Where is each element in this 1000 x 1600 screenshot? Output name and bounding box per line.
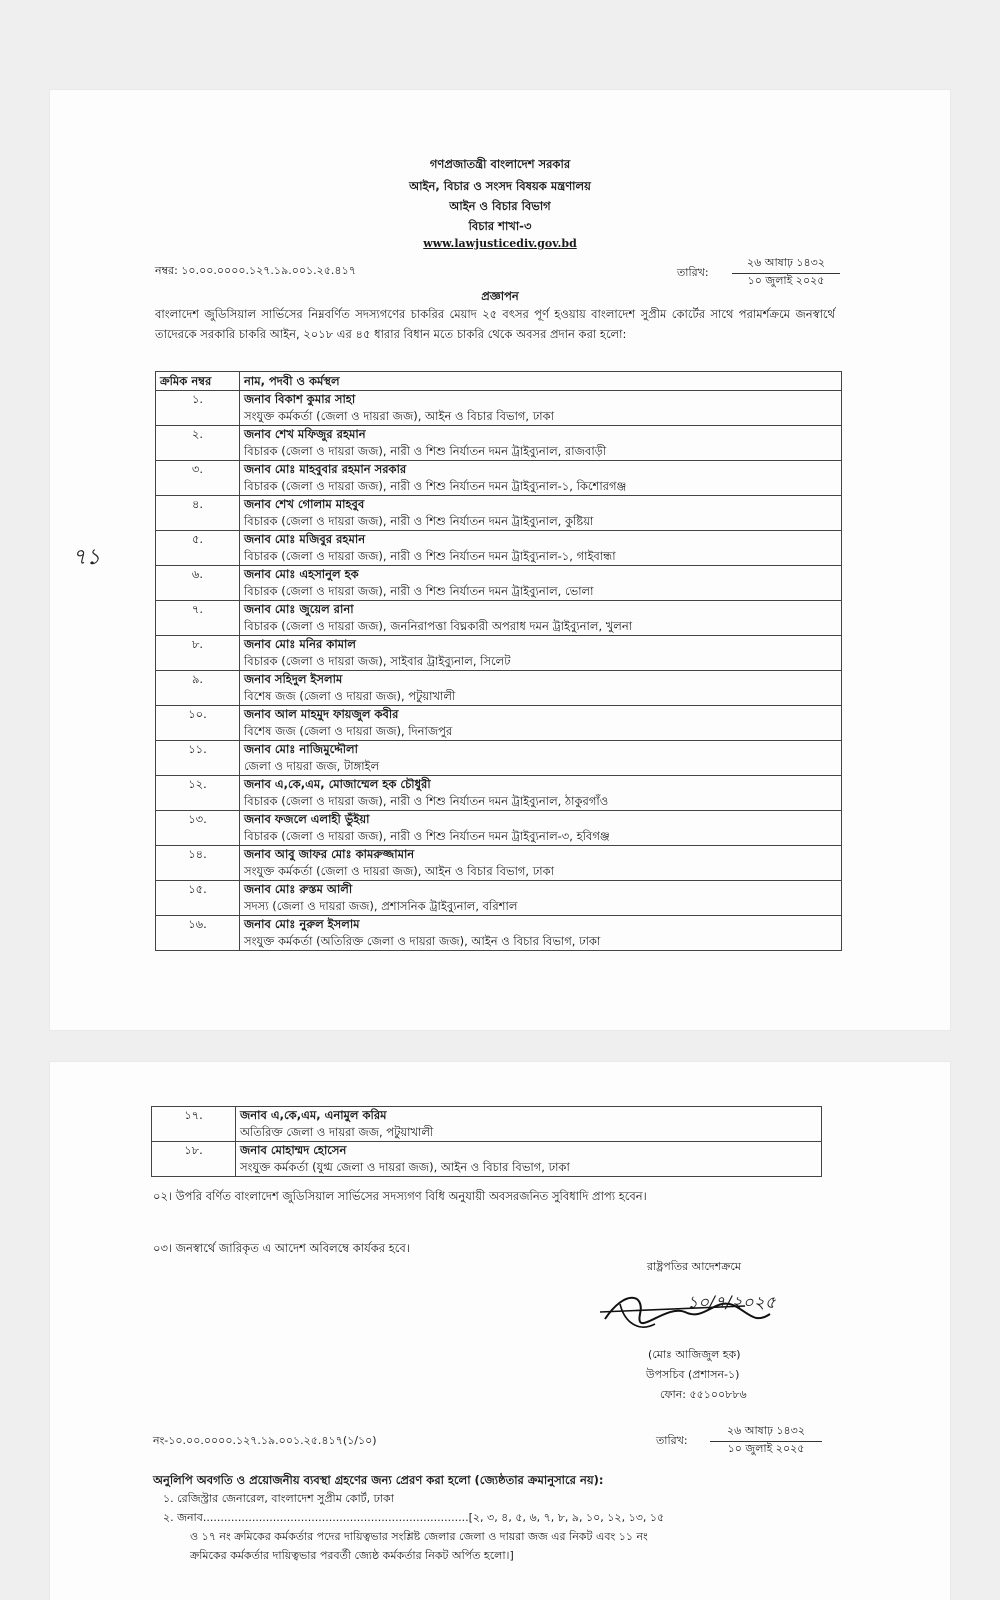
row-name-designation [240,601,842,636]
row-person-name: জনাব মোঃ মাহবুবার রহমান সরকার [244,462,407,476]
table-row [156,776,842,811]
row-serial: ৭. [156,601,240,636]
row-person-name: জনাব মোঃ জুয়েল রানা [244,602,354,616]
row-serial: ১৫. [156,881,240,916]
document-page-1 [50,90,950,1030]
date-english: ১০ জুলাই ২০২৫ [747,274,825,287]
row-serial: ৮. [156,636,240,671]
signatory-phone: ফোন: ৫৫১০০৮৮৬ [660,1388,747,1401]
row-person-name: জনাব আল মাহমুদ ফায়জুল কবীর [244,707,399,721]
copy-heading: অনুলিপি অবগতি ও প্রয়োজনীয় ব্যবস্থা গ্রহণের জন্য প্রেরণ করা হলো (জ্যেষ্ঠতার ক্রমানুসারে নয়): [153,1473,604,1487]
intro-paragraph: বাংলাদেশ জুডিসিয়াল সার্ভিসের নিম্নবর্ণিত সদস্যগণের চাকরির মেয়াদ ২৫ বৎসর পূর্ণ হওয়ায় বাংলাদেশ সুপ্রীম কোর্টের সাথে পরামর্শক্রমে জনস্বার্থে তাদেরকে সরকারি চাকরি আইন, ২০১৮ এর ৪৫ ধারার বিধান মতে চাকরি থেকে অবসর প্রদান করা হলো: [155,307,835,341]
table-row [156,706,842,741]
header-government: গণপ্রজাতন্ত্রী বাংলাদেশ সরকার [429,157,571,171]
row-person-name: জনাব মোঃ মজিবুর রহমান [244,532,366,546]
col-header-name: নাম, পদবী ও কর্মস্থল [240,372,842,391]
row-person-post: বিচারক (জেলা ও দায়রা জজ), নারী ও শিশু নির্যাতন দমন ট্রাইব্যুনাল-১, কিশোরগঞ্জ [244,479,627,493]
paragraph-03: ০৩। জনস্বার্থে জারিকৃত এ আদেশ অবিলম্বে কার্যকর হবে। [153,1241,410,1255]
row-person-name: জনাব মোঃ মনির কামাল [244,637,356,651]
table-row [156,601,842,636]
row-person-post: বিশেষ জজ (জেলা ও দায়রা জজ), দিনাজপুর [244,724,453,738]
table-header-row [156,372,842,391]
header-ministry: আইন, বিচার ও সংসদ বিষয়ক মন্ত্রণালয় [409,179,591,193]
row-person-post: সদস্য (জেলা ও দায়রা জজ), প্রশাসনিক ট্রাইব্যুনাল, বরিশাল [244,899,518,913]
row-name-designation [240,846,842,881]
signature-handwritten-date: ১০/৭/২০২৫ [687,1293,776,1313]
row-person-name: জনাব আবু জাফর মোঃ কামরুজ্জামান [244,847,415,861]
col-header-serial: ক্রমিক নম্বর [156,372,240,391]
row-person-post: বিচারক (জেলা ও দায়রা জজ), নারী ও শিশু নির্যাতন দমন ট্রাইব্যুনাল-৩, হবিগঞ্জ [244,829,610,843]
row-person-post: জেলা ও দায়রা জজ, টাঙ্গাইল [244,759,380,773]
row-person-post: বিচারক (জেলা ও দায়রা জজ), নারী ও শিশু নির্যাতন দমন ট্রাইব্যুনাল, কুষ্টিয়া [244,514,594,528]
row-name-designation [240,566,842,601]
date-label: তারিখ: [677,266,709,279]
reference-number: নম্বর: ১০.০০.০০০০.১২৭.১৯.০০১.২৫.৪১৭ [155,264,356,277]
row-person-post: বিচারক (জেলা ও দায়রা জজ), নারী ও শিশু নির্যাতন দমন ট্রাইব্যুনাল, ঠাকুরগাঁও [244,794,609,808]
table-row [156,846,842,881]
header-section: বিচার শাখা-৩ [468,219,532,233]
row-name-designation [240,461,842,496]
row-serial: ৯. [156,671,240,706]
copy-item-2-line3: ক্রমিকের কর্মকর্তার দায়িত্বভার পরবর্তী জ্যেষ্ঠ কর্মকর্তার নিকট অর্পিত হলো।] [190,1549,514,1562]
table-row [152,1142,822,1177]
row-name-designation [240,496,842,531]
copy-item-2-line2: ও ১৭ নং ক্রমিকের কর্মকর্তার পদের দায়িত্বভার সংশ্লিষ্ট জেলার জেলা ও দায়রা জজ এর নিকট এবং ১১ নং [190,1530,648,1543]
row-serial: ১৩. [156,811,240,846]
row-serial: ১০. [156,706,240,741]
row-person-name: জনাব মোঃ এহসানুল হক [244,567,359,581]
date-english-copy: ১০ জুলাই ২০২৫ [727,1442,805,1455]
row-name-designation [240,916,842,951]
signatory-name: (মোঃ আজিজুল হক) [648,1348,741,1361]
table-row [156,671,842,706]
row-name-designation [240,811,842,846]
row-name-designation [240,776,842,811]
table-row [156,916,842,951]
row-person-name: জনাব এ,কে,এম, মোজাম্মেল হক চৌধুরী [244,777,431,791]
row-person-post: বিচারক (জেলা ও দায়রা জজ), সাইবার ট্রাইব্যুনাল, সিলেট [244,654,511,668]
row-person-post: বিচারক (জেলা ও দায়রা জজ), নারী ও শিশু নির্যাতন দমন ট্রাইব্যুনাল, রাজবাড়ী [244,444,607,458]
signatory-designation: উপসচিব (প্রশাসন-১) [646,1368,740,1381]
president-order-line: রাষ্ট্রপতির আদেশক্রমে [647,1260,741,1273]
row-person-name: জনাব মোঃ নুরুল ইসলাম [244,917,360,931]
row-person-name: জনাব মোঃ রুস্তম আলী [244,882,353,896]
row-person-post: বিচারক (জেলা ও দায়রা জজ), জননিরাপত্তা বিঘ্নকারী অপরাধ দমন ট্রাইব্যুনাল, খুলনা [244,619,633,633]
row-name-designation [240,391,842,426]
row-person-name: জনাব এ,কে,এম, এনামুল করিম [240,1108,387,1122]
row-name-designation [240,671,842,706]
row-person-post: অতিরিক্ত জেলা ও দায়রা জজ, পটুয়াখালী [240,1125,434,1139]
notification-title: প্রজ্ঞাপন [481,289,519,303]
copy-item-2-line1: ২. জনাব............................................................................[২, ৩, ৪, ৫, ৬, ৭, ৮, ৯, ১০, ১২, ১৩, ১৫ [163,1511,665,1524]
row-name-designation [240,636,842,671]
row-serial: ৪. [156,496,240,531]
copy-item-1: ১. রেজিস্ট্রার জেনারেল, বাংলাদেশ সুপ্রীম কোর্ট, ঢাকা [163,1492,394,1505]
row-serial: ১৮. [152,1142,236,1177]
row-person-name: জনাব বিকাশ কুমার সাহা [244,392,356,406]
row-name-designation [240,741,842,776]
retirement-table-continued [151,1106,822,1177]
reference-number-copy: নং-১০.০০.০০০০.১২৭.১৯.০০১.২৫.৪১৭(১/১০) [153,1434,377,1447]
table-row [156,426,842,461]
table-row [156,636,842,671]
row-serial: ১৭. [152,1107,236,1142]
row-person-post: সংযুক্ত কর্মকর্তা (যুগ্ম জেলা ও দায়রা জজ), আইন ও বিচার বিভাগ, ঢাকা [240,1160,570,1174]
row-person-post: সংযুক্ত কর্মকর্তা (জেলা ও দায়রা জজ), আইন ও বিচার বিভাগ, ঢাকা [244,409,554,423]
row-person-post: বিচারক (জেলা ও দায়রা জজ), নারী ও শিশু নির্যাতন দমন ট্রাইব্যুনাল, ভোলা [244,584,594,598]
row-serial: ১৪. [156,846,240,881]
table-row [156,531,842,566]
row-serial: ১১. [156,741,240,776]
date-bangla-copy: ২৬ আষাঢ় ১৪৩২ [710,1422,822,1442]
row-person-post: বিচারক (জেলা ও দায়রা জজ), নারী ও শিশু নির্যাতন দমন ট্রাইব্যুনাল-১, গাইবান্ধা [244,549,616,563]
retirement-table [155,371,842,951]
row-person-name: জনাব মোহাম্মদ হোসেন [240,1143,347,1157]
row-name-designation [236,1107,822,1142]
row-serial: ৩. [156,461,240,496]
row-name-designation [236,1142,822,1177]
table-row [156,391,842,426]
header-website-link[interactable]: www.lawjusticediv.gov.bd [423,237,577,250]
row-name-designation [240,706,842,741]
document-page-2 [50,1062,950,1600]
row-person-post: সংযুক্ত কর্মকর্তা (অতিরিক্ত জেলা ও দায়রা জজ), আইন ও বিচার বিভাগ, ঢাকা [244,934,601,948]
row-serial: ১২. [156,776,240,811]
row-serial: ১৬. [156,916,240,951]
row-person-name: জনাব শেখ মফিজুর রহমান [244,427,366,441]
row-person-name: জনাব সহিদুল ইসলাম [244,672,343,686]
row-serial: ৬. [156,566,240,601]
row-serial: ১. [156,391,240,426]
row-person-post: বিশেষ জজ (জেলা ও দায়রা জজ), পটুয়াখালী [244,689,456,703]
margin-handwritten-mark: ৭১ [72,545,101,570]
table-row [156,881,842,916]
header-division: আইন ও বিচার বিভাগ [449,199,551,213]
row-serial: ৫. [156,531,240,566]
table-row [156,566,842,601]
table-row [152,1107,822,1142]
row-person-name: জনাব শেখ গোলাম মাহবুব [244,497,365,511]
table-row [156,461,842,496]
row-name-designation [240,426,842,461]
row-person-name: জনাব মোঃ নাজিমুদ্দৌলা [244,742,358,756]
date-label-copy: তারিখ: [656,1434,688,1447]
table-row [156,741,842,776]
row-person-post: সংযুক্ত কর্মকর্তা (জেলা ও দায়রা জজ), আইন ও বিচার বিভাগ, ঢাকা [244,864,554,878]
date-bangla: ২৬ আষাঢ় ১৪৩২ [732,254,840,274]
row-name-designation [240,881,842,916]
row-person-name: জনাব ফজলে এলাহী ভুঁইয়া [244,812,370,826]
row-serial: ২. [156,426,240,461]
table-row [156,496,842,531]
paragraph-02: ০২। উপরি বর্ণিত বাংলাদেশ জুডিসিয়াল সার্ভিসের সদস্যগণ বিধি অনুযায়ী অবসরজনিত সুবিধাদি প্রাপ্য হবেন। [153,1189,647,1203]
row-name-designation [240,531,842,566]
table-row [156,811,842,846]
